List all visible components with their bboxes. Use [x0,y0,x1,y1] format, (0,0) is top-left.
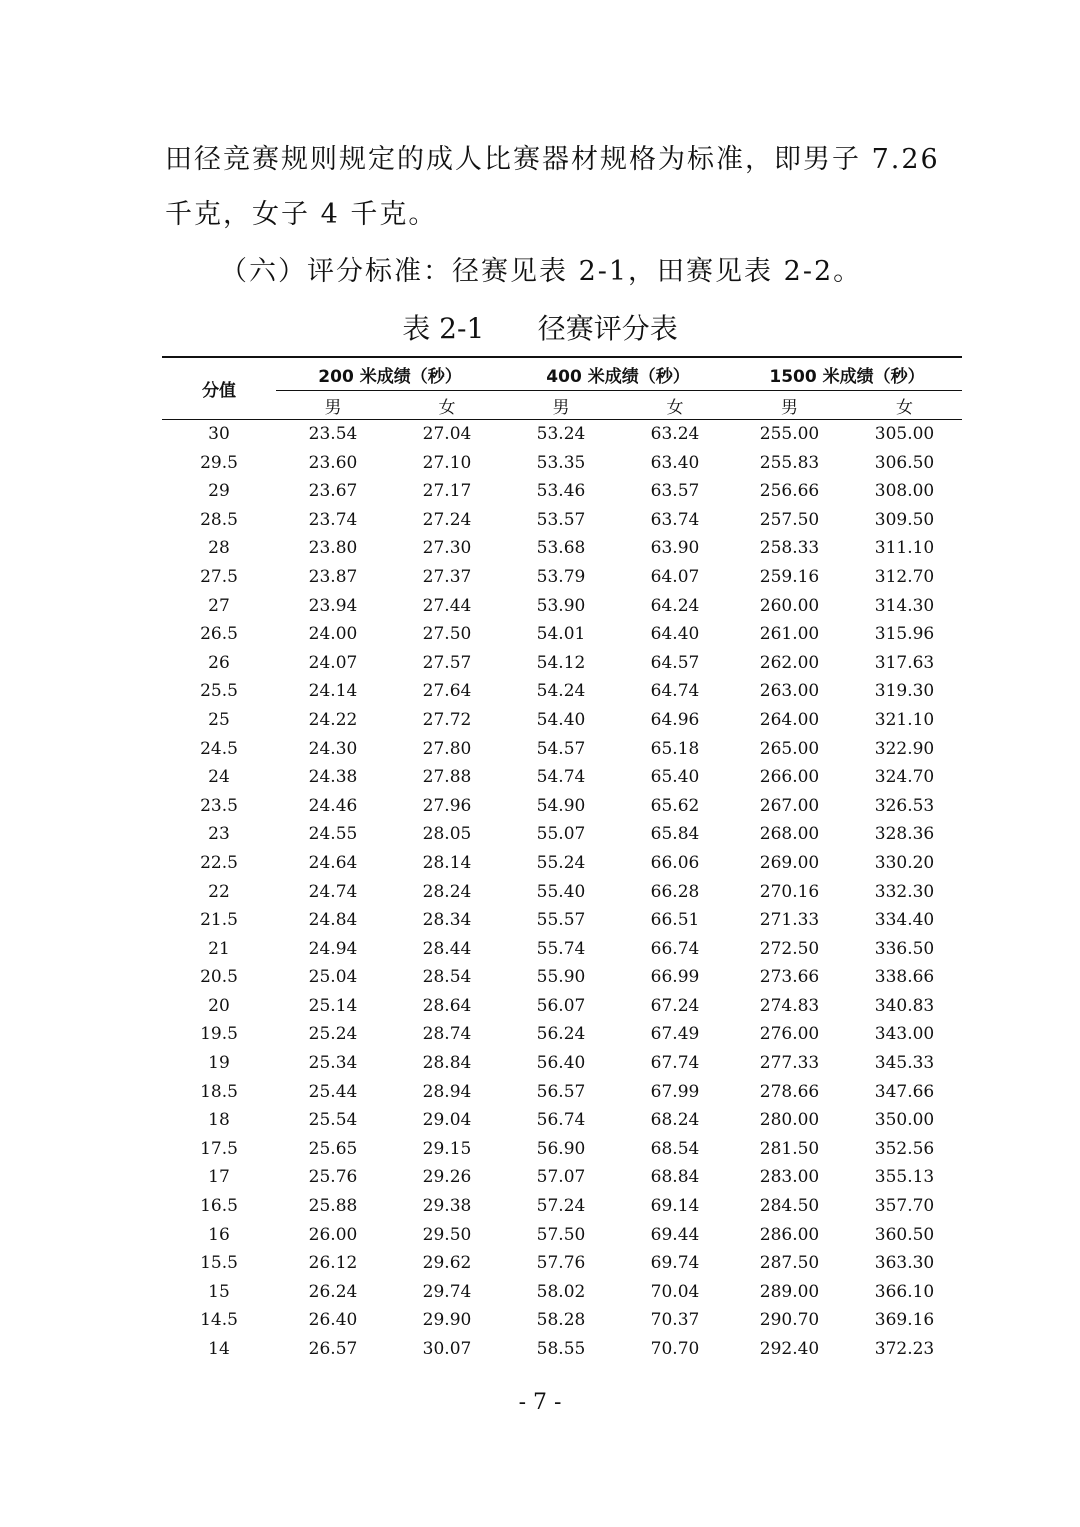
time-200m-female: 27.88 [422,767,472,788]
time-1500m-male: 261.00 [759,624,820,645]
time-1500m-female: 312.70 [874,566,935,587]
time-400m-male: 56.07 [536,995,586,1016]
time-400m-male: 54.57 [536,738,586,759]
page-number: - 7 - [518,1390,562,1415]
time-200m-female: 29.74 [422,1281,472,1302]
time-200m-male: 25.76 [308,1167,358,1188]
time-400m-female: 70.37 [650,1310,700,1331]
table-row [162,1020,962,1049]
time-400m-male: 55.24 [536,852,586,873]
time-400m-male: 53.68 [536,538,586,559]
time-200m-female: 28.54 [422,967,472,988]
time-1500m-male: 280.00 [759,1110,820,1131]
score-cell: 22 [208,881,230,902]
time-400m-female: 63.24 [650,424,700,444]
score-cell: 23 [208,824,230,845]
time-1500m-female: 306.50 [874,452,935,473]
time-400m-male: 54.40 [536,709,586,730]
time-400m-male: 55.90 [536,967,586,988]
table-row [162,906,962,935]
table-row [162,420,962,449]
score-cell: 29.5 [200,452,238,473]
time-1500m-male: 264.00 [759,709,820,730]
score-cell: 28 [208,538,230,559]
time-200m-male: 25.88 [308,1196,358,1217]
sub-header-200m-female: 女 [390,391,504,420]
time-1500m-female: 350.00 [874,1110,935,1131]
score-cell: 28.5 [200,509,238,530]
time-200m-male: 26.00 [308,1224,358,1245]
time-400m-female: 66.51 [650,910,700,931]
time-1500m-male: 257.50 [759,509,820,530]
time-200m-female: 27.96 [422,795,472,816]
time-200m-female: 27.64 [422,681,472,702]
table-row [162,963,962,992]
body-paragraph-line-1: 田径竞赛规则规定的成人比赛器材规格为标准，即男子 7.26 [165,144,940,175]
time-200m-female: 28.94 [422,1081,472,1102]
table-row [162,706,962,735]
time-400m-male: 53.79 [536,566,586,587]
time-200m-female: 28.44 [422,938,472,959]
time-1500m-female: 321.10 [874,709,935,730]
time-1500m-female: 366.10 [874,1281,935,1302]
score-cell: 22.5 [200,852,238,873]
time-200m-female: 28.14 [422,852,472,873]
body-paragraph-line-2: 千克，女子 4 千克。 [165,199,438,230]
time-400m-male: 54.01 [536,624,586,645]
time-200m-female: 28.24 [422,881,472,902]
time-200m-male: 25.34 [308,1053,358,1074]
table-row [162,449,962,478]
time-400m-male: 56.90 [536,1138,586,1159]
time-400m-male: 56.74 [536,1110,586,1131]
time-200m-male: 26.24 [308,1281,358,1302]
time-200m-female: 29.26 [422,1167,472,1188]
time-400m-female: 66.99 [650,967,700,988]
time-400m-male: 53.35 [536,452,586,473]
time-200m-male: 24.55 [308,824,358,845]
time-400m-male: 55.74 [536,938,586,959]
time-400m-female: 68.84 [650,1167,700,1188]
time-200m-male: 26.12 [308,1253,358,1274]
time-400m-female: 69.74 [650,1253,700,1274]
time-200m-male: 23.80 [308,538,358,559]
time-200m-female: 29.04 [422,1110,472,1131]
time-400m-female: 70.04 [650,1281,700,1302]
time-1500m-female: 345.33 [874,1053,935,1074]
time-400m-male: 58.02 [536,1281,586,1302]
time-400m-female: 67.49 [650,1024,700,1045]
time-1500m-female: 336.50 [874,938,935,959]
time-400m-female: 65.62 [650,795,700,816]
table-body [162,420,962,1364]
time-200m-male: 25.54 [308,1110,358,1131]
time-200m-male: 23.94 [308,595,358,616]
score-cell: 19 [208,1053,230,1074]
sub-header-400m-male: 男 [504,391,618,420]
time-400m-female: 69.44 [650,1224,700,1245]
time-400m-female: 64.57 [650,652,700,673]
time-1500m-male: 267.00 [759,795,820,816]
time-1500m-female: 357.70 [874,1196,935,1217]
time-400m-male: 54.24 [536,681,586,702]
time-1500m-female: 315.96 [874,624,935,645]
score-cell: 18.5 [200,1081,238,1102]
score-cell: 15.5 [200,1253,238,1274]
time-1500m-female: 330.20 [874,852,935,873]
time-1500m-female: 369.16 [874,1310,935,1331]
time-400m-female: 65.18 [650,738,700,759]
table-row [162,792,962,821]
time-1500m-female: 309.50 [874,509,935,530]
score-cell: 20.5 [200,967,238,988]
time-1500m-male: 289.00 [759,1281,820,1302]
table-row [162,620,962,649]
time-200m-male: 23.60 [308,452,358,473]
time-400m-female: 66.06 [650,852,700,873]
score-cell: 21.5 [200,910,238,931]
time-1500m-male: 286.00 [759,1224,820,1245]
table-title: 径赛评分表 [537,312,678,345]
time-200m-male: 25.65 [308,1138,358,1159]
time-400m-male: 55.40 [536,881,586,902]
time-400m-female: 64.07 [650,566,700,587]
time-1500m-male: 258.33 [759,538,820,559]
time-400m-female: 68.24 [650,1110,700,1131]
time-400m-male: 55.07 [536,824,586,845]
time-200m-female: 29.62 [422,1253,472,1274]
time-400m-male: 54.90 [536,795,586,816]
track-scoring-table [162,356,962,1364]
time-400m-male: 54.12 [536,652,586,673]
time-200m-female: 28.34 [422,910,472,931]
time-1500m-male: 281.50 [759,1138,820,1159]
time-400m-female: 65.84 [650,824,700,845]
time-400m-female: 64.40 [650,624,700,645]
time-200m-male: 26.40 [308,1310,358,1331]
time-1500m-male: 262.00 [759,652,820,673]
score-cell: 20 [208,995,230,1016]
score-cell: 24 [208,767,230,788]
table-row [162,1306,962,1335]
time-400m-female: 70.70 [650,1339,700,1359]
table-row [162,563,962,592]
table-row [162,1221,962,1250]
table-row [162,1078,962,1107]
time-400m-male: 53.46 [536,481,586,502]
score-cell: 26 [208,652,230,673]
time-400m-female: 67.74 [650,1053,700,1074]
time-1500m-male: 284.50 [759,1196,820,1217]
time-200m-male: 24.14 [308,681,358,702]
time-200m-female: 27.24 [422,509,472,530]
time-1500m-female: 319.30 [874,681,935,702]
time-400m-male: 56.24 [536,1024,586,1045]
time-400m-female: 65.40 [650,767,700,788]
time-1500m-female: 314.30 [874,595,935,616]
score-cell: 29 [208,481,230,502]
time-400m-male: 55.57 [536,910,586,931]
time-200m-male: 24.84 [308,910,358,931]
score-cell: 30 [208,424,230,444]
table-row [162,1135,962,1164]
score-cell: 23.5 [200,795,238,816]
time-1500m-female: 340.83 [874,995,935,1016]
time-200m-female: 27.80 [422,738,472,759]
time-200m-female: 28.84 [422,1053,472,1074]
time-200m-female: 29.15 [422,1138,472,1159]
time-200m-female: 27.10 [422,452,472,473]
time-400m-female: 63.74 [650,509,700,530]
time-400m-female: 63.90 [650,538,700,559]
time-400m-male: 57.07 [536,1167,586,1188]
time-200m-male: 24.46 [308,795,358,816]
score-cell: 16 [208,1224,230,1245]
time-200m-male: 25.44 [308,1081,358,1102]
time-400m-female: 64.74 [650,681,700,702]
time-200m-male: 23.87 [308,566,358,587]
time-400m-male: 53.57 [536,509,586,530]
table-row [162,820,962,849]
time-400m-male: 53.24 [536,424,586,444]
time-200m-male: 24.30 [308,738,358,759]
time-400m-male: 56.57 [536,1081,586,1102]
time-200m-male: 24.94 [308,938,358,959]
time-200m-female: 28.74 [422,1024,472,1045]
time-400m-male: 57.76 [536,1253,586,1274]
time-400m-male: 56.40 [536,1053,586,1074]
time-1500m-female: 338.66 [874,967,935,988]
time-200m-female: 27.72 [422,709,472,730]
time-1500m-male: 266.00 [759,767,820,788]
time-200m-female: 29.50 [422,1224,472,1245]
table-row [162,849,962,878]
time-200m-male: 23.54 [308,424,358,444]
sub-header-1500m-female: 女 [847,391,962,420]
time-1500m-male: 276.00 [759,1024,820,1045]
time-1500m-female: 326.53 [874,795,935,816]
time-1500m-male: 278.66 [759,1081,820,1102]
score-cell: 14.5 [200,1310,238,1331]
score-cell: 21 [208,938,230,959]
time-1500m-female: 322.90 [874,738,935,759]
time-1500m-female: 352.56 [874,1138,935,1159]
time-1500m-male: 259.16 [759,566,820,587]
time-400m-male: 58.55 [536,1339,586,1359]
score-cell: 18 [208,1110,230,1131]
score-cell: 14 [208,1339,230,1359]
time-200m-female: 27.17 [422,481,472,502]
time-1500m-female: 328.36 [874,824,935,845]
table-number: 表 2-1 [402,312,485,345]
time-400m-male: 57.24 [536,1196,586,1217]
time-1500m-female: 343.00 [874,1024,935,1045]
time-200m-female: 27.57 [422,652,472,673]
time-200m-male: 23.67 [308,481,358,502]
score-cell: 27 [208,595,230,616]
time-200m-female: 28.64 [422,995,472,1016]
score-cell: 17 [208,1167,230,1188]
time-200m-female: 27.30 [422,538,472,559]
time-1500m-female: 355.13 [874,1167,935,1188]
time-1500m-male: 274.83 [759,995,820,1016]
score-cell: 26.5 [200,624,238,645]
time-1500m-male: 260.00 [759,595,820,616]
table-row [162,592,962,621]
time-200m-male: 24.38 [308,767,358,788]
table-row [162,1049,962,1078]
table-row [162,649,962,678]
table-row [162,534,962,563]
table-row [162,1192,962,1221]
time-1500m-female: 372.23 [874,1339,935,1359]
score-cell: 17.5 [200,1138,238,1159]
time-400m-female: 64.24 [650,595,700,616]
table-row [162,1278,962,1307]
score-cell: 25.5 [200,681,238,702]
scoring-standard-paragraph: （六）评分标准：径赛见表 2-1，田赛见表 2-2。 [220,256,863,287]
time-200m-female: 27.04 [422,424,472,444]
time-1500m-male: 263.00 [759,681,820,702]
score-cell: 15 [208,1281,230,1302]
time-1500m-male: 269.00 [759,852,820,873]
sub-header-200m-male: 男 [276,391,390,420]
group-header-1500m: 1500 米成绩（秒） [732,357,962,391]
time-200m-male: 25.14 [308,995,358,1016]
time-1500m-male: 255.00 [759,424,820,444]
time-1500m-male: 255.83 [759,452,820,473]
time-1500m-male: 265.00 [759,738,820,759]
score-cell: 19.5 [200,1024,238,1045]
time-1500m-female: 363.30 [874,1253,935,1274]
score-cell: 16.5 [200,1196,238,1217]
time-200m-male: 24.00 [308,624,358,645]
group-header-200m: 200 米成绩（秒） [276,357,504,391]
time-200m-female: 27.44 [422,595,472,616]
sub-header-400m-female: 女 [618,391,732,420]
time-1500m-male: 273.66 [759,967,820,988]
table-row [162,1249,962,1278]
time-1500m-female: 332.30 [874,881,935,902]
time-1500m-male: 277.33 [759,1053,820,1074]
time-200m-female: 30.07 [422,1339,472,1359]
table-caption [0,312,1080,346]
group-header-400m: 400 米成绩（秒） [504,357,732,391]
table-row [162,1335,962,1364]
time-1500m-female: 347.66 [874,1081,935,1102]
time-1500m-female: 324.70 [874,767,935,788]
time-200m-female: 27.37 [422,566,472,587]
sub-header-1500m-male: 男 [732,391,847,420]
table-row [162,506,962,535]
time-200m-male: 25.24 [308,1024,358,1045]
time-400m-female: 66.28 [650,881,700,902]
time-400m-female: 64.96 [650,709,700,730]
time-1500m-female: 360.50 [874,1224,935,1245]
table-row [162,1163,962,1192]
score-cell: 24.5 [200,738,238,759]
time-400m-male: 57.50 [536,1224,586,1245]
time-1500m-female: 308.00 [874,481,935,502]
time-400m-male: 54.74 [536,767,586,788]
time-1500m-male: 283.00 [759,1167,820,1188]
time-1500m-male: 268.00 [759,824,820,845]
time-1500m-male: 271.33 [759,910,820,931]
score-cell: 25 [208,709,230,730]
time-200m-male: 25.04 [308,967,358,988]
time-200m-male: 26.57 [308,1339,358,1359]
time-400m-female: 63.57 [650,481,700,502]
time-1500m-male: 290.70 [759,1310,820,1331]
time-1500m-female: 334.40 [874,910,935,931]
score-column-header: 分值 [162,357,276,420]
table-row [162,935,962,964]
time-400m-female: 67.24 [650,995,700,1016]
time-1500m-male: 256.66 [759,481,820,502]
time-1500m-male: 272.50 [759,938,820,959]
time-1500m-female: 305.00 [874,424,935,444]
time-400m-female: 67.99 [650,1081,700,1102]
time-1500m-male: 292.40 [759,1339,820,1359]
score-cell: 27.5 [200,566,238,587]
time-400m-male: 53.90 [536,595,586,616]
table-row [162,735,962,764]
time-400m-female: 69.14 [650,1196,700,1217]
time-200m-female: 29.38 [422,1196,472,1217]
time-400m-female: 66.74 [650,938,700,959]
time-200m-male: 24.22 [308,709,358,730]
time-400m-male: 58.28 [536,1310,586,1331]
time-200m-male: 24.74 [308,881,358,902]
time-200m-male: 24.07 [308,652,358,673]
time-1500m-male: 287.50 [759,1253,820,1274]
time-400m-female: 63.40 [650,452,700,473]
time-200m-female: 27.50 [422,624,472,645]
table-row [162,1106,962,1135]
time-1500m-female: 311.10 [874,538,935,559]
time-200m-male: 23.74 [308,509,358,530]
time-1500m-female: 317.63 [874,652,935,673]
time-200m-male: 24.64 [308,852,358,873]
table-row [162,477,962,506]
time-200m-female: 29.90 [422,1310,472,1331]
time-200m-female: 28.05 [422,824,472,845]
table-row [162,992,962,1021]
time-1500m-male: 270.16 [759,881,820,902]
table-row [162,878,962,907]
time-400m-female: 68.54 [650,1138,700,1159]
table-row [162,677,962,706]
table-row [162,763,962,792]
